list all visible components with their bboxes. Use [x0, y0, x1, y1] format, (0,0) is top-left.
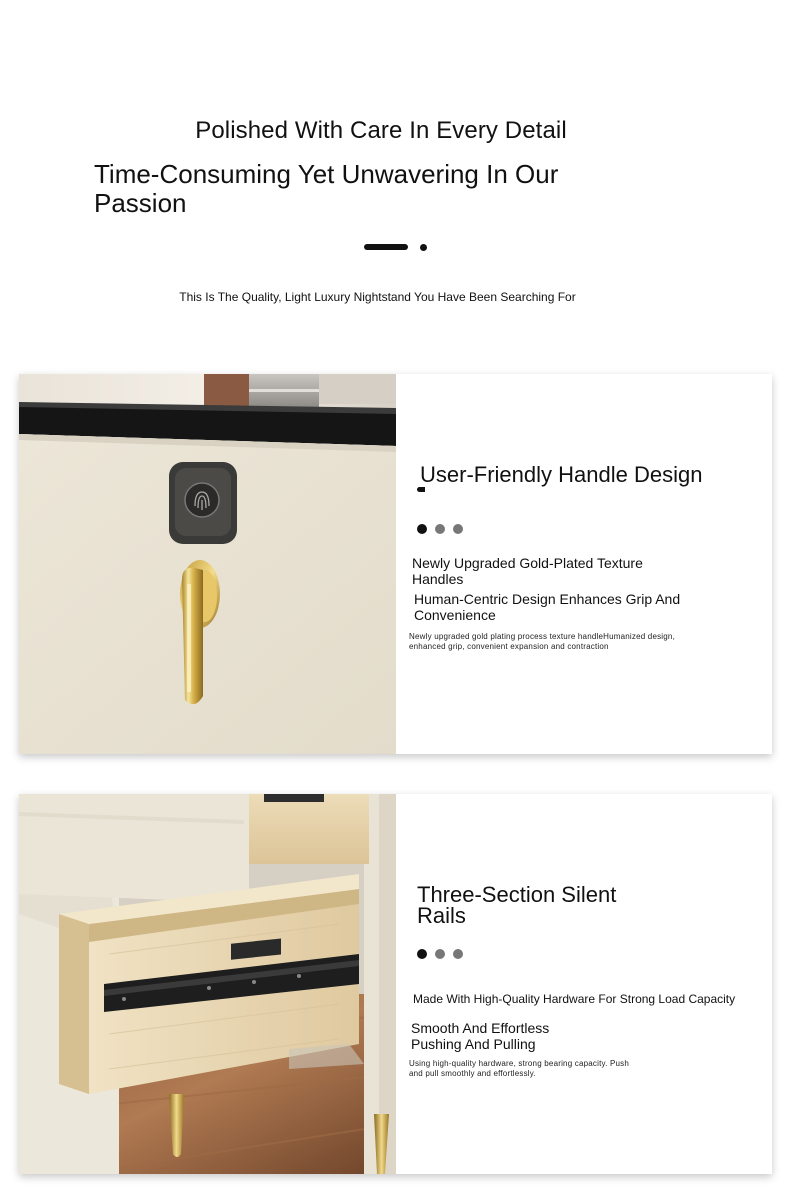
hero-tagline: This Is The Quality, Light Luxury Nightstand You Have Been Searching For	[179, 290, 576, 304]
feature-card-rails	[19, 794, 772, 1174]
rails-subheading: Made With High-Quality Hardware For Strong Load Capacity	[413, 992, 736, 1006]
nightstand-handle-image	[19, 374, 396, 754]
hero-divider-dot	[420, 244, 427, 251]
title-accent-mark	[417, 487, 425, 492]
drawer-rail-image	[19, 794, 396, 1174]
dot-active	[417, 524, 427, 534]
hero-divider-dash	[364, 244, 408, 250]
rails-photo	[19, 794, 396, 1174]
dot-inactive	[435, 949, 445, 959]
dot-inactive	[453, 524, 463, 534]
handle-card-title: User-Friendly Handle Design	[420, 462, 703, 487]
rails-description: Using high-quality hardware, strong bearing capacity. Push and pull smoothly and effortlessly.	[409, 1059, 630, 1078]
handle-description: Newly upgraded gold plating process texture handleHumanized design, enhanced grip, convenient expansion and contraction	[409, 632, 676, 651]
rails-card-title: Three-Section Silent Rails	[417, 882, 617, 928]
handle-heading-2: Human-Centric Design Enhances Grip And Convenience	[414, 591, 681, 623]
dot-inactive	[453, 949, 463, 959]
rails-dots	[417, 949, 463, 959]
feature-card-handle	[19, 374, 772, 754]
rails-heading: Smooth And Effortless Pushing And Pulling	[411, 1020, 550, 1052]
dot-inactive	[435, 524, 445, 534]
dot-active	[417, 949, 427, 959]
handle-heading-1: Newly Upgraded Gold-Plated Texture Handles	[412, 555, 643, 587]
hero-title: Polished With Care In Every Detail	[195, 117, 567, 144]
handle-photo	[19, 374, 396, 754]
hero-subtitle: Time-Consuming Yet Unwavering In Our Passion	[94, 159, 559, 218]
handle-dots	[417, 524, 463, 534]
